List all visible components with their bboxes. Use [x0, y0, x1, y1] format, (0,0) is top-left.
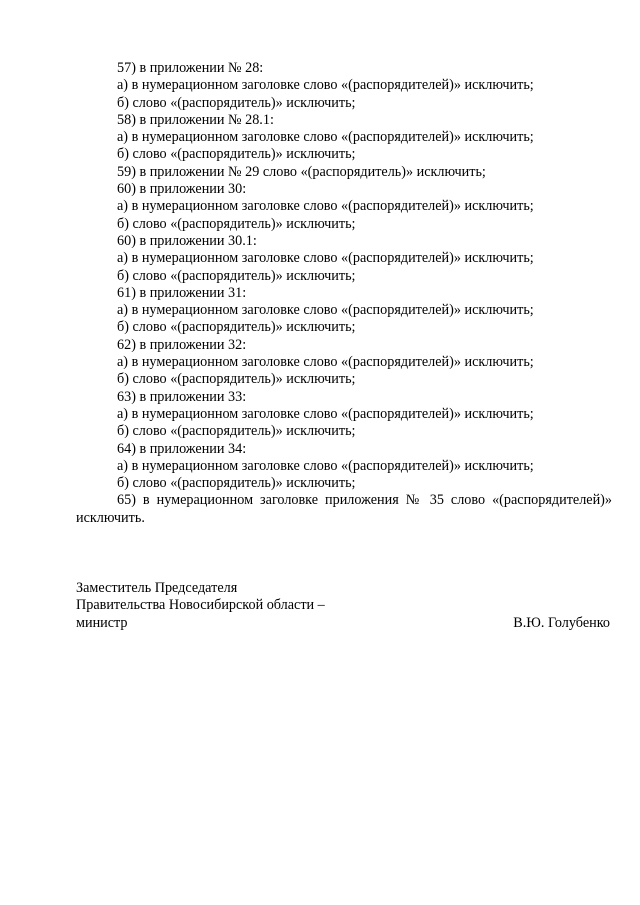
amendment-item: а) в нумерационном заголовке слово «(распорядителей)» исключить;	[117, 302, 534, 319]
amendment-item: 60) в приложении 30:	[117, 181, 247, 198]
amendment-item: а) в нумерационном заголовке слово «(распорядителей)» исключить;	[117, 77, 534, 94]
amendment-item: б) слово «(распорядитель)» исключить;	[117, 319, 356, 336]
signatory-position-line-2: Правительства Новосибирской области –	[76, 597, 325, 614]
amendment-item: б) слово «(распорядитель)» исключить;	[117, 475, 356, 492]
amendment-item: б) слово «(распорядитель)» исключить;	[117, 94, 356, 111]
amendment-item: б) слово «(распорядитель)» исключить;	[117, 215, 356, 232]
amendment-item: б) слово «(распорядитель)» исключить;	[117, 371, 356, 388]
amendment-item: а) в нумерационном заголовке слово «(распорядителей)» исключить;	[117, 405, 534, 422]
signatory-row	[76, 615, 610, 632]
amendment-item: б) слово «(распорядитель)» исключить;	[117, 146, 356, 163]
amendment-item-65: 65) в нумерационном заголовке приложения № 35 слово «(распорядителей)»	[117, 492, 612, 509]
amendment-item-65-continuation: исключить.	[76, 509, 145, 526]
amendment-item: 61) в приложении 31:	[117, 284, 247, 301]
amendment-item: а) в нумерационном заголовке слово «(распорядителей)» исключить;	[117, 457, 534, 474]
amendment-item: б) слово «(распорядитель)» исключить;	[117, 267, 356, 284]
amendment-item: а) в нумерационном заголовке слово «(распорядителей)» исключить;	[117, 129, 534, 146]
amendment-item: а) в нумерационном заголовке слово «(распорядителей)» исключить;	[117, 354, 534, 371]
signatory-name: В.Ю. Голубенко	[513, 614, 610, 631]
amendment-item: 62) в приложении 32:	[117, 336, 247, 353]
signatory-position-line-1: Заместитель Председателя	[76, 580, 238, 596]
amendment-item: а) в нумерационном заголовке слово «(распорядителей)» исключить;	[117, 250, 534, 267]
amendment-item: а) в нумерационном заголовке слово «(распорядителей)» исключить;	[117, 198, 534, 215]
amendment-item: 63) в приложении 33:	[117, 388, 247, 405]
signatory-position-line-3: министр	[76, 614, 128, 631]
amendment-item: 57) в приложении № 28:	[117, 60, 264, 76]
amendment-items	[76, 60, 612, 492]
amendment-item: 60) в приложении 30.1:	[117, 232, 257, 249]
amendment-item: 58) в приложении № 28.1:	[117, 111, 274, 128]
amendment-item: 59) в приложении № 29 слово «(распорядитель)» исключить;	[117, 163, 486, 180]
amendment-item: 64) в приложении 34:	[117, 440, 247, 457]
signature-block	[76, 580, 610, 632]
amendments-list	[76, 60, 612, 527]
amendment-item: б) слово «(распорядитель)» исключить;	[117, 423, 356, 440]
